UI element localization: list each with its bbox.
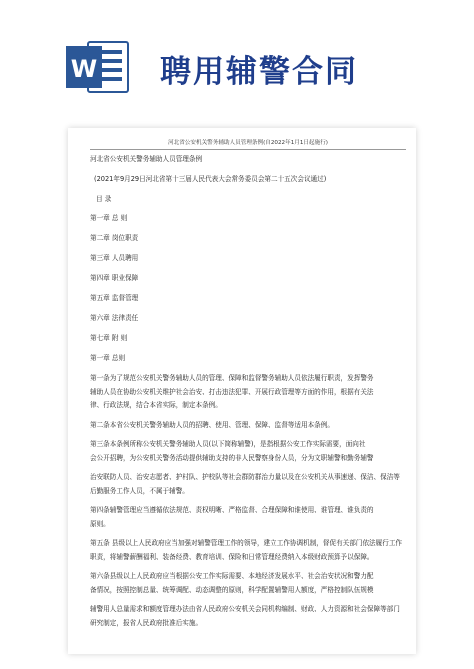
toc-item: 第六章 法律责任 — [90, 314, 139, 322]
paragraph-line: 律、行政法规，结合本省实际，制定本条例。 — [90, 401, 222, 409]
document-header: 河北省公安机关警务辅助人员管理条例(自2022年1月1日起施行) — [90, 138, 406, 150]
document-page — [68, 128, 416, 654]
paragraph-line: 职责，将辅警薪酬福利、装备经费、教育培训、保险和日常管理经费纳入本级财政预算予以保障。 — [90, 552, 374, 561]
toc-item: 第四章 职业保障 — [90, 274, 139, 282]
adoption-note: (2021年9月29日河北省第十三届人民代表大会常务委员会第二十五次会议通过) — [94, 175, 327, 183]
paragraph-line: 辅助人员在协助公安机关维护社会治安、打击违法犯罪、开展行政管理等方面的作用，根据有关法 — [90, 387, 374, 396]
article-paragraph — [90, 570, 406, 597]
paragraph-line: 辅警用人总量需求和额度管理办法由省人民政府公安机关会同机构编制、财政、人力资源和社会保障等部门 — [90, 605, 400, 613]
toc-item: 第七章 附 则 — [90, 334, 128, 342]
paragraph-line: 会公开招聘，为公安机关警务活动提供辅助支持的非人民警察身份人员，分为文职辅警和勤务辅警 — [90, 453, 374, 462]
table-of-contents — [90, 212, 406, 361]
paragraph-line: 后勤服务工作人员，不属于辅警。 — [90, 486, 189, 495]
paragraph-line: 研究制定，报省人民政府批准后实施。 — [90, 618, 203, 627]
toc-item: 第一章 总 则 — [90, 214, 128, 222]
paragraph-line: 第五条 县级以上人民政府应当加强对辅警管理工作的领导，建立工作协调机制，督促有关部门依法履行工作 — [90, 539, 403, 547]
article-paragraph — [90, 372, 406, 413]
paragraph-line: 备情况，按照控制总量、统筹调配、动态调整的原则，科学配置辅警用人额度，严格控制队伍规模 — [90, 585, 374, 594]
article-paragraph — [90, 419, 406, 433]
toc-item: 第五章 监督管理 — [90, 294, 139, 302]
paragraph-line: 第一条为了规范公安机关警务辅助人员的管理、保障和监督警务辅助人员依法履行职责，发挥警务 — [90, 374, 374, 382]
toc-title: 目 录 — [96, 195, 112, 203]
paragraph-line: 第四条辅警管理应当遵循依法规范、责权明晰、严格监督、合理保障和谁使用、谁管理、谁负责的 — [90, 506, 374, 514]
banner — [0, 0, 474, 120]
paragraph-line: 第二条本省公安机关警务辅助人员的招聘、使用、管理、保障、监督等适用本条例。 — [90, 420, 334, 429]
article-paragraph — [90, 471, 406, 498]
article-paragraph — [90, 603, 406, 630]
document-title-line: 河北省公安机关警务辅助人员管理条例 — [90, 155, 203, 163]
paragraph-line: 第三条本条例所称公安机关警务辅助人员(以下简称辅警)，是指根据公安工作实际需要，面向社 — [90, 440, 366, 448]
word-document-icon — [66, 36, 130, 98]
toc-item: 第三章 人员聘用 — [90, 254, 139, 262]
toc-item: 第二章 岗位职责 — [90, 234, 139, 242]
article-paragraph — [90, 537, 406, 564]
word-icon-letter: W — [70, 55, 98, 83]
paragraph-line: 第六条县级以上人民政府应当根据公安工作实际需要、本地经济发展水平、社会治安状况和警力配 — [90, 572, 374, 580]
article-paragraph — [90, 504, 406, 531]
banner-title: 聘用辅警合同 — [160, 54, 358, 90]
paragraph-line: 治安联防人员、治安志愿者、护村队、护校队等社会群防群治力量以及在公安机关从事速递、保洁、保洁等 — [90, 473, 400, 481]
article-paragraph — [90, 438, 406, 465]
chapter-heading: 第一章 总则 — [90, 354, 126, 362]
paragraph-line: 原则。 — [90, 519, 110, 528]
